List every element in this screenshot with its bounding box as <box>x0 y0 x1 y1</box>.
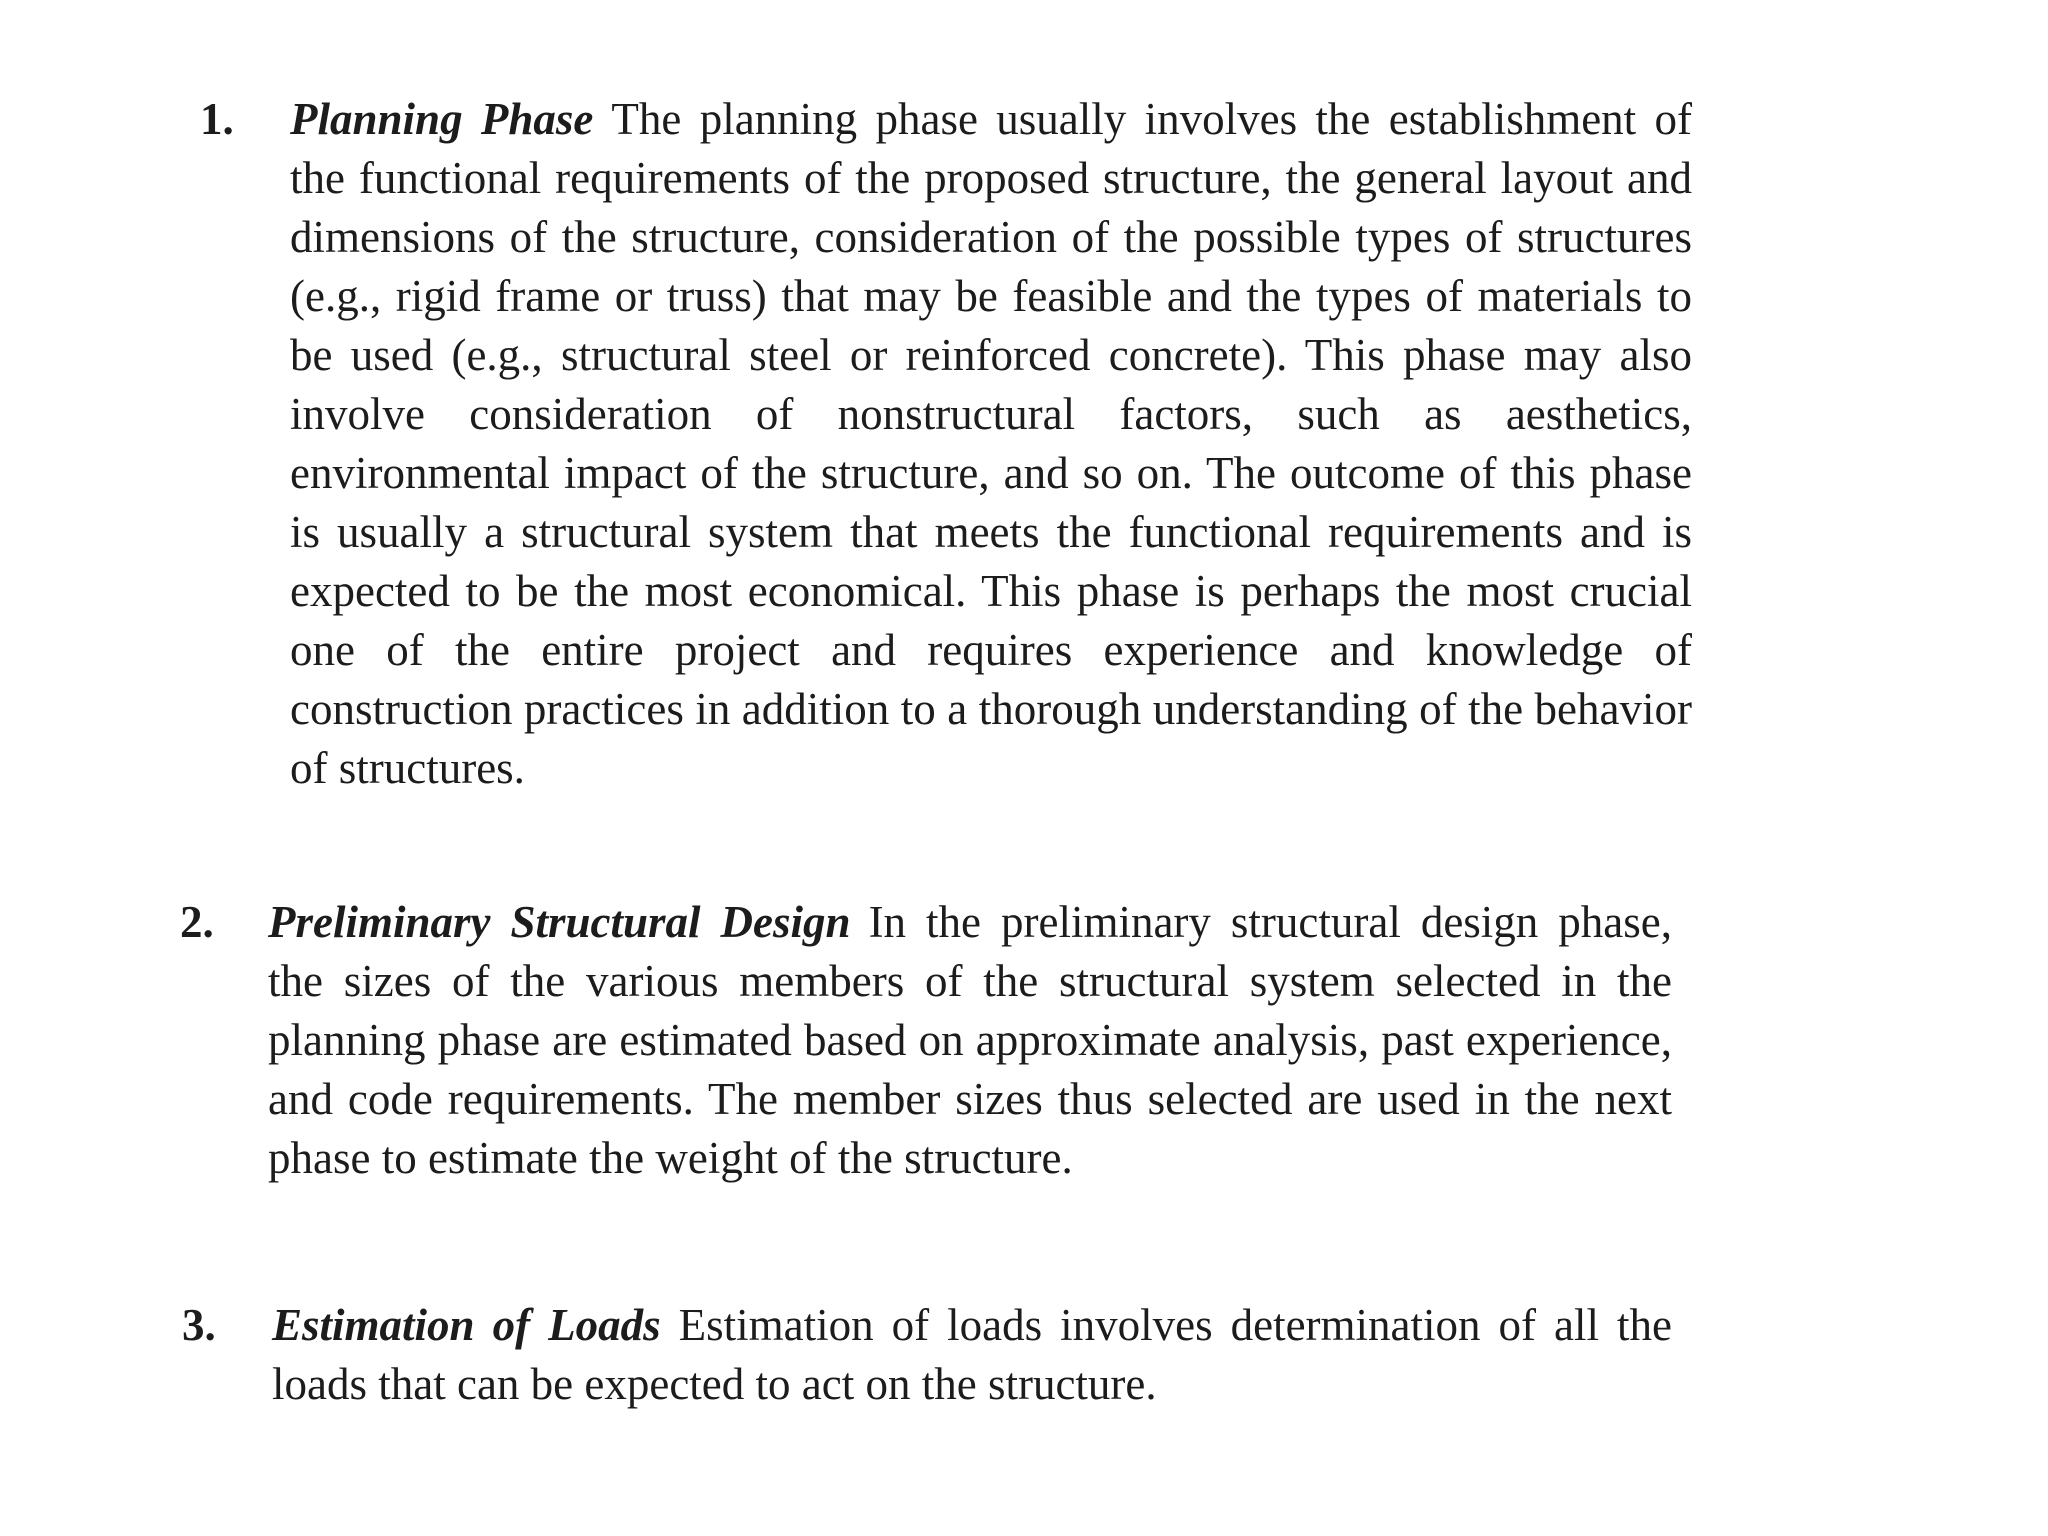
item-body: The planning phase usually involves the establishment of the functional requirements of the proposed structure, the general layout and dimensions of the structure, consideration of the possible types of structures (e.g., rigid frame or truss) that may be feasible and the types of materials to be used (e.g., structural steel or reinforced concrete). This phase may also involve consideration of nonstructural factors, such as aesthetics, environmental impact of the structure, and so on. The outcome of this phase is usually a structural system that meets the functional requirements and is expected to be the most economical. This phase is perhaps the most crucial one of the entire project and requires experience and knowledge of construction practices in addition to a thorough understanding of the behavior of structures. <box>290 94 1692 793</box>
item-heading: Estimation of Loads <box>272 1300 661 1350</box>
item-body: In the preliminary structural design phase, the sizes of the various members of the structural system selected in the planning phase are estimated based on approximate analysis, past experience, and code requirements. The member sizes thus selected are used in the next phase to estimate the weight of the structure. <box>268 897 1672 1183</box>
item-paragraph <box>268 893 1672 1188</box>
item-body: Estimation of loads involves determination of all the loads that can be expected to act on the structure. <box>272 1300 1672 1409</box>
item-paragraph <box>290 90 1692 798</box>
item-number: 2. <box>180 897 214 947</box>
item-heading: Planning Phase <box>290 94 594 144</box>
item-paragraph <box>272 1296 1672 1414</box>
item-heading: Preliminary Structural Design <box>268 897 851 947</box>
item-number: 3. <box>182 1300 216 1350</box>
item-number: 1. <box>200 94 234 144</box>
